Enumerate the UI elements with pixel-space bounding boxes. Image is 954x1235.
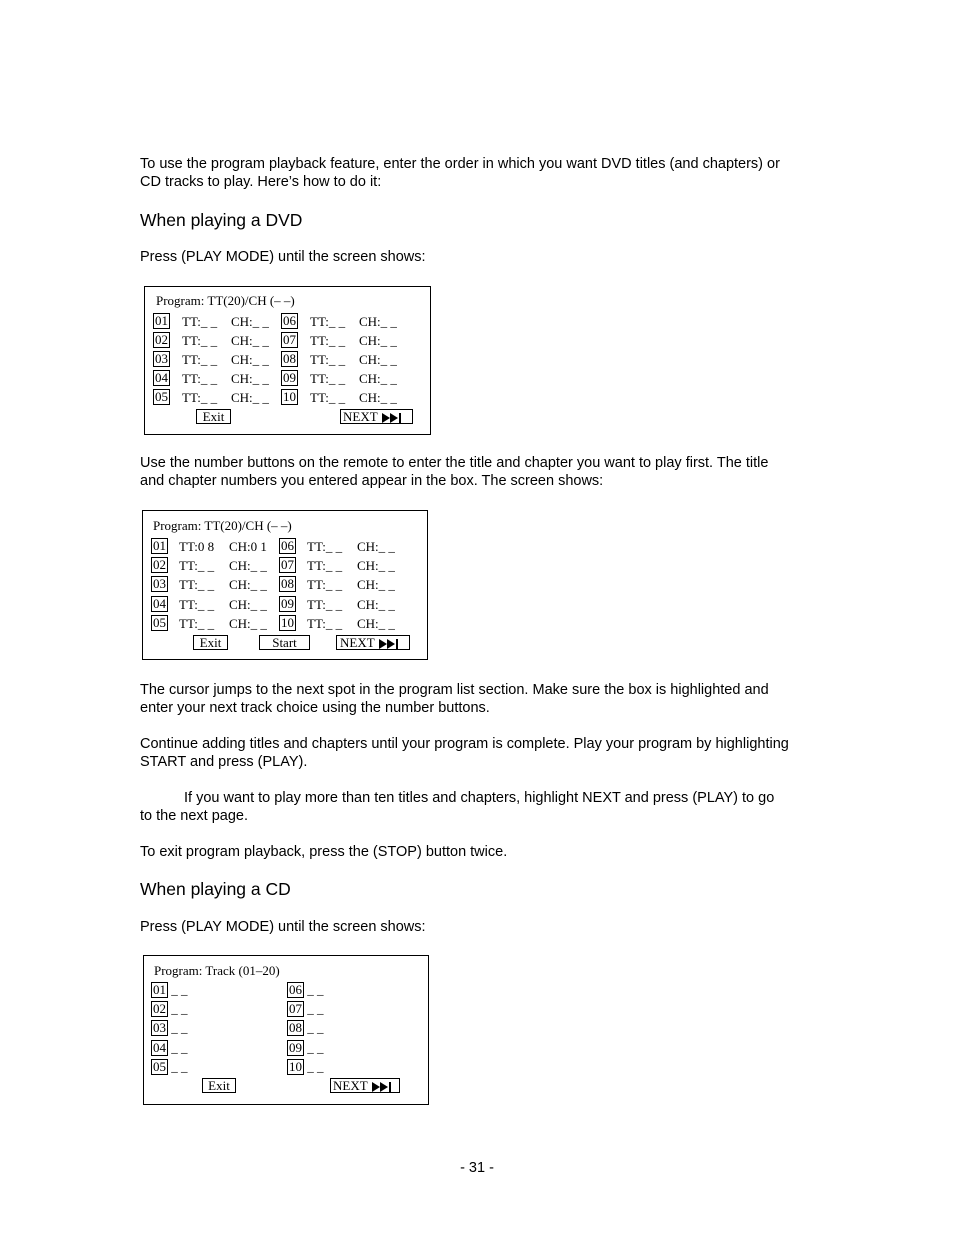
slot-number: 03 [153,1020,166,1035]
program-row [279,557,296,573]
title-field: TT:_ _ [310,371,346,386]
dvd-press-instruction: Press (PLAY MODE) until the screen shows: [140,249,426,265]
slot-number: 08 [289,1020,302,1035]
more-titles-paragraph [140,789,790,825]
chapter-field: CH:_ _ [357,597,395,612]
chapter-field: CH:_ _ [359,314,397,329]
title-field: TT:_ _ [307,597,343,612]
skip-forward-icon [379,639,399,649]
slot-number: 05 [153,1059,166,1074]
chapter-field: CH:_ _ [231,390,269,405]
program-row [151,1020,188,1036]
slot-number: 08 [283,351,296,366]
slot-number: 05 [153,615,166,630]
title-field: TT:_ _ [179,616,215,631]
title-field: TT:_ _ [307,616,343,631]
chapter-field: CH:_ _ [357,539,395,554]
track-field: _ _ [307,1040,324,1055]
slot-number: 07 [289,1001,302,1016]
chapter-field: CH:_ _ [231,371,269,386]
chapter-field: CH:_ _ [357,616,395,631]
slot-number: 06 [283,313,296,328]
track-field: _ _ [171,1001,188,1016]
title-field: TT:_ _ [310,314,346,329]
program-row [151,576,168,592]
chapter-field: CH:_ _ [231,352,269,367]
screen-title: Program: TT(20)/CH (– –) [156,293,295,308]
next-button[interactable] [336,635,410,650]
chapter-field: CH:_ _ [359,371,397,386]
slot-number: 10 [289,1059,302,1074]
program-row [151,615,168,631]
title-field: TT:_ _ [182,314,218,329]
program-row [151,982,188,998]
title-field: TT:_ _ [182,352,218,367]
program-row [279,538,296,554]
slot-number: 09 [289,1040,302,1055]
slot-number: 03 [153,576,166,591]
chapter-field: CH:_ _ [229,597,267,612]
chapter-field: CH:_ _ [231,333,269,348]
slot-number: 09 [283,370,296,385]
slot-number: 04 [153,1040,166,1055]
dvd-program-screen-2 [142,510,428,660]
chapter-field: CH:0 1 [229,539,267,554]
slot-number: 04 [153,596,166,611]
chapter-field: CH:_ _ [231,314,269,329]
program-row [279,596,296,612]
title-field: TT:_ _ [182,371,218,386]
slot-number: 04 [155,370,168,385]
slot-number: 01 [155,313,168,328]
cursor-paragraph: The cursor jumps to the next spot in the program list section. Make sure the box is highlighted and enter your next track choice using the number buttons. [140,682,769,716]
slot-number: 06 [289,982,302,997]
track-field: _ _ [307,1001,324,1016]
program-row [287,1059,324,1075]
slot-number: 07 [283,332,296,347]
track-field: _ _ [171,1059,188,1074]
slot-number: 10 [283,389,296,404]
title-field: TT:0 8 [179,539,215,554]
slot-number: 01 [153,538,166,553]
more-titles-text: If you want to play more than ten titles and chapters, highlight NEXT and press (PLAY) to go to the next page. [140,790,775,824]
intro-paragraph: To use the program playback feature, enter the order in which you want DVD titles (and chapters) or CD tracks to play. Here’s how to do it: [140,156,780,190]
title-field: TT:_ _ [179,577,215,592]
title-field: TT:_ _ [307,577,343,592]
screen-title: Program: Track (01–20) [154,963,280,978]
track-field: _ _ [307,1020,324,1035]
next-label: NEXT [340,635,375,650]
program-row [279,615,296,631]
chapter-field: CH:_ _ [229,577,267,592]
slot-number: 02 [153,557,166,572]
program-row [281,313,298,329]
slot-number: 03 [155,351,168,366]
program-row [153,370,170,386]
track-field: _ _ [171,1040,188,1055]
cd-heading: When playing a CD [140,879,291,899]
slot-number: 05 [155,389,168,404]
chapter-field: CH:_ _ [357,558,395,573]
continue-paragraph: Continue adding titles and chapters until your program is complete. Play your program by highlighting START and press (PLAY). [140,736,789,770]
exit-button[interactable]: Exit [193,635,228,650]
title-field: TT:_ _ [310,390,346,405]
program-row [153,332,170,348]
program-row [151,1040,188,1056]
next-label: NEXT [333,1078,368,1093]
title-field: TT:_ _ [307,539,343,554]
program-row [281,351,298,367]
title-field: TT:_ _ [182,333,218,348]
start-button[interactable]: Start [259,635,310,650]
program-row [287,1001,324,1017]
chapter-field: CH:_ _ [229,558,267,573]
track-field: _ _ [171,1020,188,1035]
program-row [279,576,296,592]
chapter-field: CH:_ _ [359,352,397,367]
screen-title: Program: TT(20)/CH (– –) [153,518,292,533]
slot-number: 02 [153,1001,166,1016]
slot-number: 10 [281,615,294,630]
program-row [151,538,168,554]
skip-forward-icon [382,413,402,423]
skip-forward-icon [372,1082,392,1092]
slot-number: 02 [155,332,168,347]
program-row [281,389,298,405]
slot-number: 06 [281,538,294,553]
program-row [281,332,298,348]
title-field: TT:_ _ [310,352,346,367]
program-row [153,389,170,405]
dvd-heading: When playing a DVD [140,210,303,230]
dvd-program-screen-1 [144,286,431,435]
program-row [151,557,168,573]
program-row [287,982,324,998]
title-field: TT:_ _ [182,390,218,405]
slot-number: 08 [281,576,294,591]
exit-paragraph: To exit program playback, press the (STOP) button twice. [140,844,508,860]
track-field: _ _ [307,1059,324,1074]
slot-number: 07 [281,557,294,572]
chapter-field: CH:_ _ [229,616,267,631]
exit-button[interactable]: Exit [196,409,231,424]
program-row [151,596,168,612]
next-button[interactable] [340,409,413,424]
program-row [151,1001,188,1017]
page-number: - 31 - [460,1160,494,1176]
chapter-field: CH:_ _ [359,333,397,348]
cd-program-screen [143,955,429,1105]
program-row [287,1020,324,1036]
track-field: _ _ [307,982,324,997]
number-buttons-paragraph: Use the number buttons on the remote to enter the title and chapter you want to play first. The title and chapter numbers you entered appear in the box. The screen shows: [140,455,769,489]
program-row [281,370,298,386]
title-field: TT:_ _ [179,558,215,573]
next-label: NEXT [343,409,378,424]
slot-number: 09 [281,596,294,611]
program-row [153,313,170,329]
program-row [151,1059,188,1075]
chapter-field: CH:_ _ [359,390,397,405]
cd-press-instruction: Press (PLAY MODE) until the screen shows: [140,919,426,935]
title-field: TT:_ _ [179,597,215,612]
program-row [153,351,170,367]
program-row [287,1040,324,1056]
chapter-field: CH:_ _ [357,577,395,592]
next-button[interactable] [330,1078,400,1093]
title-field: TT:_ _ [307,558,343,573]
slot-number: 01 [153,982,166,997]
track-field: _ _ [171,982,188,997]
title-field: TT:_ _ [310,333,346,348]
exit-button[interactable]: Exit [202,1078,236,1093]
